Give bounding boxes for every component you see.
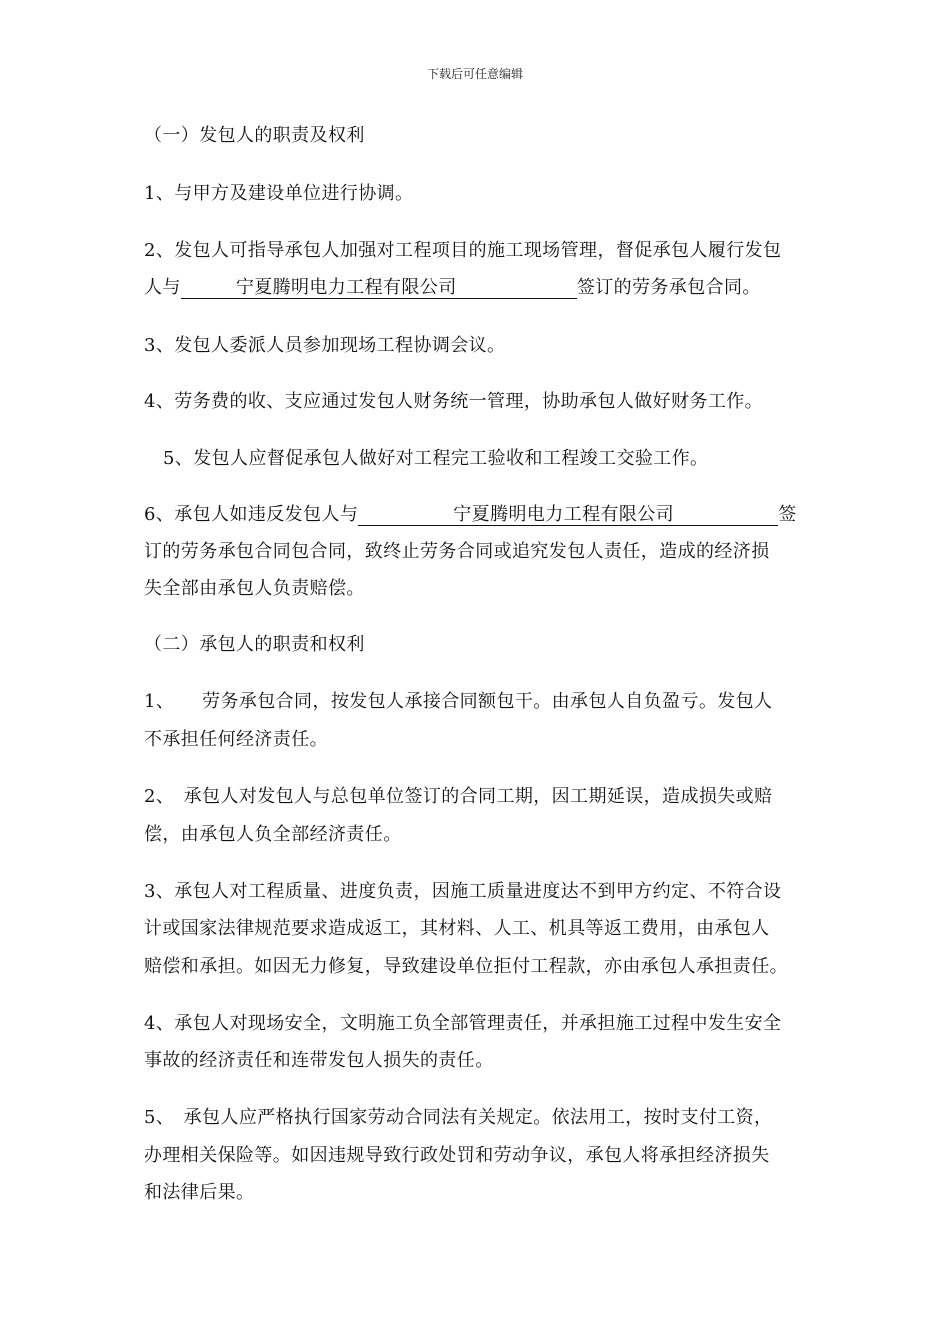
section2-item1-line2: 不承担任何经济责任。 (144, 729, 328, 750)
section1-item5: 5、发包人应督促承包人做好对工程完工验收和工程竣工交验工作。 (163, 448, 709, 469)
item2-suffix: 签订的劳务承包合同。 (576, 277, 761, 298)
section1-item6-line3: 失全部由承包人负责赔偿。 (144, 578, 365, 599)
section2-item1-line1: 1、 劳务承包合同，按发包人承接合同额包干。由承包人自负盈亏。发包人 (144, 691, 773, 712)
section2-item3-line1: 3、承包人对工程质量、进度负责，因施工质量进度达不到甲方约定、不符合设 (144, 881, 782, 902)
section2-item4-line1: 4、承包人对现场安全，文明施工负全部管理责任，并承担施工过程中发生安全 (144, 1013, 782, 1034)
section1-item2-line2 (144, 277, 761, 299)
section2-item5-line3: 和法律后果。 (144, 1182, 255, 1203)
section1-item4: 4、劳务费的收、支应通过发包人财务统一管理，协助承包人做好财务工作。 (144, 391, 764, 412)
section1-item6-line2: 订的劳务承包合同包合同，致终止劳务合同或追究发包人责任，造成的经济损 (144, 541, 770, 562)
header-note: 下载后可任意编辑 (426, 67, 523, 81)
section1-item2-line1: 2、发包人可指导承包人加强对工程项目的施工现场管理，督促承包人履行发包 (144, 240, 782, 261)
section2-item5-line1: 5、 承包人应严格执行国家劳动合同法有关规定。依法用工，按时支付工资， (144, 1107, 773, 1128)
company-name: 宁夏腾明电力工程有限公司 (453, 504, 675, 525)
section1-title: （一）发包人的职责及权利 (144, 125, 365, 146)
section2-item2-line2: 偿，由承包人负全部经济责任。 (144, 824, 402, 845)
section1-item3: 3、发包人委派人员参加现场工程协调会议。 (144, 335, 506, 356)
item6-prefix: 6、承包人如违反发包人与 (144, 504, 359, 525)
section2-item3-line3: 赔偿和承担。如因无力修复，导致建设单位拒付工程款，亦由承包人承担责任。 (144, 956, 788, 977)
section1-item1: 1、与甲方及建设单位进行协调。 (144, 183, 414, 204)
section2-title: （二）承包人的职责和权利 (144, 634, 365, 655)
section2-item3-line2: 计或国家法律规范要求造成返工，其材料、人工、机具等返工费用，由承包人 (144, 918, 770, 939)
company-blank (358, 505, 778, 526)
section2-item2-line1: 2、 承包人对发包人与总包单位签订的合同工期，因工期延误，造成损失或赔 (144, 786, 773, 807)
company-name: 宁夏腾明电力工程有限公司 (235, 277, 457, 298)
company-blank (181, 278, 577, 299)
section2-item4-line2: 事故的经济责任和连带发包人损失的责任。 (144, 1050, 494, 1071)
item6-suffix: 签 (778, 504, 797, 525)
section2-item5-line2: 办理相关保险等。如因违规导致行政处罚和劳动争议，承包人将承担经济损失 (144, 1145, 770, 1166)
section1-item6-line1 (144, 504, 797, 526)
item2-prefix: 人与 (144, 277, 181, 298)
